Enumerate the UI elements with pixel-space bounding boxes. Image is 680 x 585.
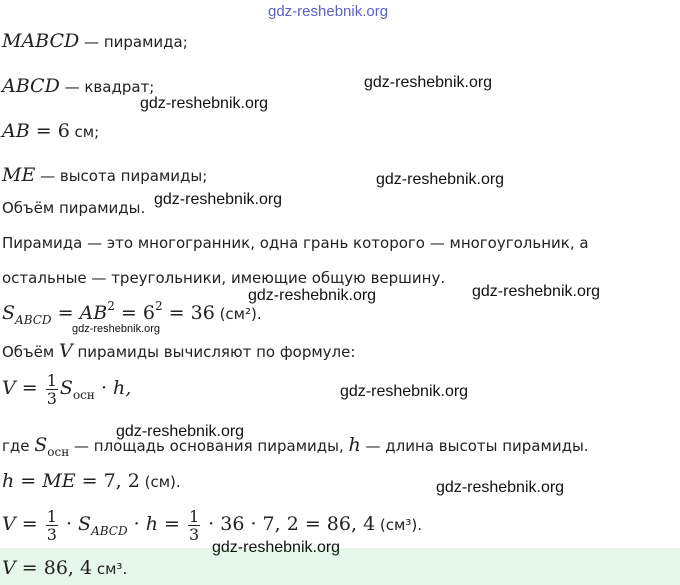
given-base: ABCD — квадрат;	[2, 75, 155, 97]
where-explanation: где $S_{осн}$ — площадь основания пирамиды, h — длина высоты пирамиды.	[2, 434, 589, 459]
area-formula: $S_{ABCD} = AB^2 = 6^2 = 36$ (см²).	[2, 299, 262, 327]
watermark: gdz-reshebnik.org	[212, 539, 341, 556]
volume-formula: V = $\frac{1}{3}$ $S_{осн} \cdot h$,	[2, 371, 132, 408]
given-height: ME — высота пирамиды;	[2, 164, 208, 186]
fraction: $\frac{1}{3}$	[46, 371, 57, 408]
fraction: $\frac{1}{3}$	[188, 507, 200, 544]
watermark: gdz-reshebnik.org	[72, 323, 161, 335]
answer: V = 86, 4 см³.	[2, 557, 128, 579]
definition-line-1: Пирамида — это многогранник, одна грань которого — многоугольник, а	[2, 234, 589, 252]
definition-line-2: остальные — треугольники, имеющие общую вершину.	[2, 269, 446, 287]
watermark: gdz-reshebnik.org	[376, 171, 505, 188]
watermark: gdz-reshebnik.org	[248, 287, 377, 304]
volume-calculation: V = $\frac{1}{3}$ · $S_{ABCD} \cdot h$ = $\frac{1}{3}$ · 36 · 7, 2 = 86, 4 (см³).	[2, 507, 422, 544]
math-var: ABCD	[2, 75, 60, 97]
question: Объём пирамиды.	[2, 199, 146, 217]
watermark: gdz-reshebnik.org	[340, 383, 469, 400]
watermark: gdz-reshebnik.org	[116, 423, 245, 440]
watermark: gdz-reshebnik.org	[154, 191, 283, 208]
given-pyramid: MABCD — пирамида;	[2, 30, 188, 52]
watermark: gdz-reshebnik.org	[472, 283, 601, 300]
watermark: gdz-reshebnik.org	[436, 479, 565, 496]
watermark: gdz-reshebnik.org	[140, 95, 269, 112]
math-var: MABCD	[2, 30, 80, 52]
fraction: $\frac{1}{3}$	[46, 507, 57, 544]
given-side: AB = 6 см;	[2, 120, 100, 142]
volume-intro: Объём V пирамиды вычисляют по формуле:	[2, 340, 356, 362]
height-value: h = ME = 7, 2 (см).	[2, 470, 181, 492]
watermark: gdz-reshebnik.org	[364, 74, 493, 91]
watermark: gdz-reshebnik.org	[268, 3, 389, 20]
